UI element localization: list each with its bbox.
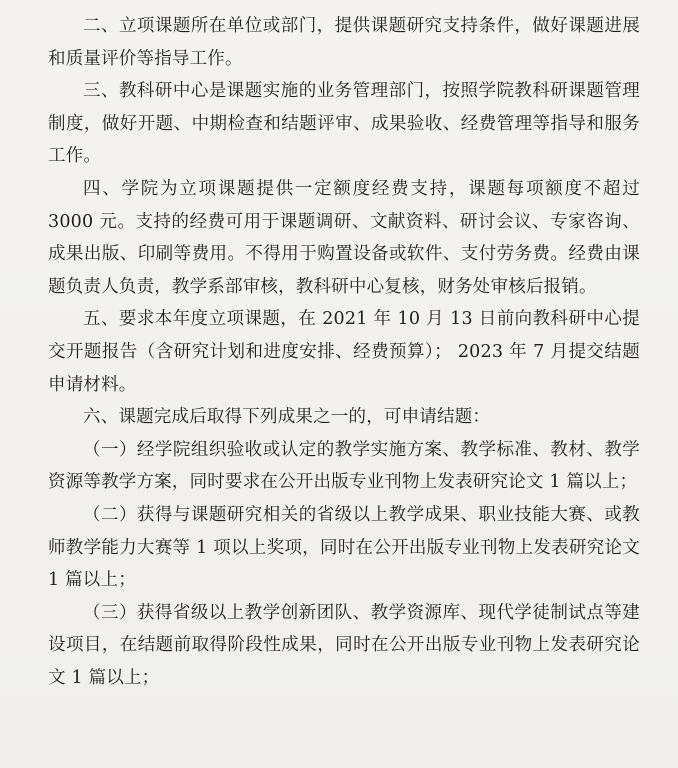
paragraph-item-2: （二）获得与课题研究相关的省级以上教学成果、职业技能大赛、或教师教学能力大赛等 1 项以上奖项，同时在公开出版专业刊物上发表研究论文 1 篇以上； [48,504,640,591]
paragraph-section-3: 三、教科研中心是课题实施的业务管理部门，按照学院教科研课题管理制度，做好开题、中期检查和结题评审、成果验收、经费管理等指导和服务工作。 [48,81,640,167]
paragraph-section-5: 五、要求本年度立项课题，在 2021 年 10 月 13 日前向教科研中心提交开题报告（含研究计划和进度安排、经费预算）； 2023 年 7 月提交结题申请材料。 [48,309,640,395]
paragraph-item-1: （一）经学院组织验收或认定的教学实施方案、教学标准、教材、教学资源等教学方案，同时要求在公开出版专业刊物上发表研究论文 1 篇以上； [48,439,640,493]
document-body [48,10,640,694]
paragraph-section-4: 四、学院为立项课题提供一定额度经费支持，课题每项额度不超过 3000 元。支持的经费可用于课题调研、文献资料、研讨会议、专家咨询、成果出版、印刷等费用。不得用于购置设备或软件、支付劳务费。经费由课题负责人负责，教学系部审核，教科研中心复核，财务处审核后报销。 [48,178,640,297]
paragraph-section-6: 六、课题完成后取得下列成果之一的，可申请结题： [83,407,491,428]
paragraph-item-3: （三）获得省级以上教学创新团队、教学资源库、现代学徒制试点等建设项目，在结题前取得阶段性成果，同时在公开出版专业刊物上发表研究论文 1 篇以上； [48,602,640,688]
paragraph-section-2: 二、立项课题所在单位或部门，提供课题研究支持条件，做好课题进展和质量评价等指导工作。 [48,16,640,69]
